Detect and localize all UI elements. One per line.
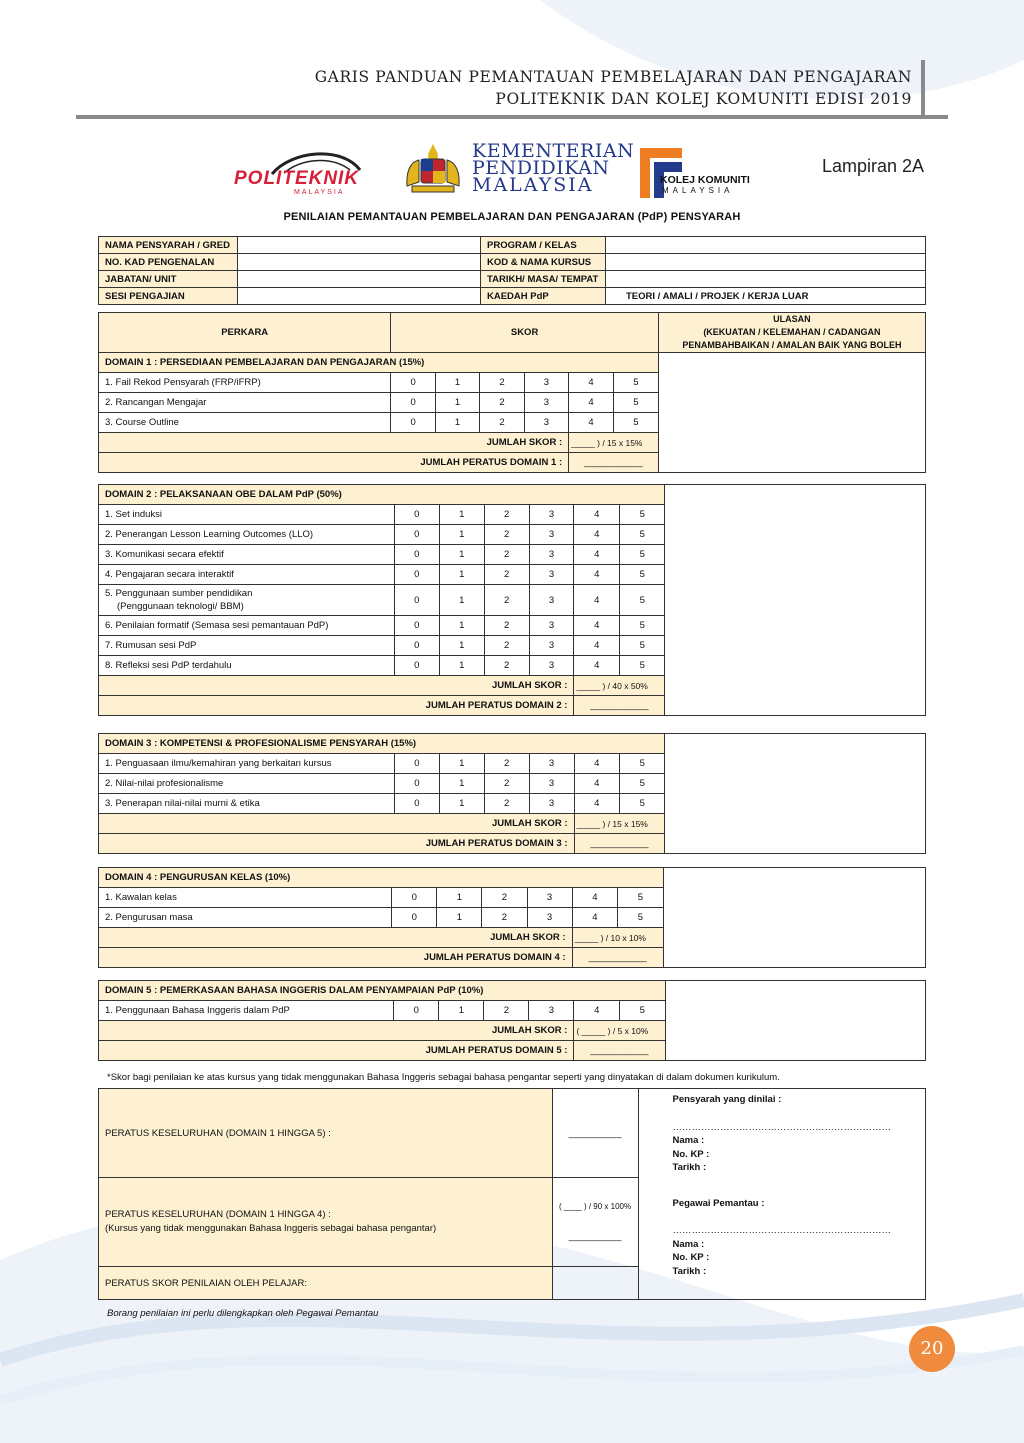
score-option[interactable]: 5 bbox=[619, 565, 665, 585]
score-option[interactable]: 4 bbox=[574, 525, 619, 545]
domain-1-peratus-label: JUMLAH PERATUS DOMAIN 1 : bbox=[99, 453, 569, 473]
score-option[interactable]: 5 bbox=[619, 774, 665, 794]
domain-3-table bbox=[98, 733, 926, 854]
lecturer-info-table bbox=[98, 236, 926, 305]
info-label-sesi: SESI PENGAJIAN bbox=[99, 288, 238, 305]
score-option[interactable]: 1 bbox=[439, 585, 484, 616]
domain-4-peratus-field[interactable]: ___________ bbox=[572, 948, 663, 968]
score-option[interactable]: 2 bbox=[482, 888, 527, 908]
domain-1-item-1: 1. Fail Rekod Pensyarah (FRP/iFRP) bbox=[99, 373, 391, 393]
domain-4-title: DOMAIN 4 : PENGURUSAN KELAS (10%) bbox=[99, 868, 664, 888]
score-option[interactable]: 1 bbox=[435, 393, 479, 413]
score-option[interactable]: 3 bbox=[524, 373, 568, 393]
score-option[interactable]: 5 bbox=[619, 545, 665, 565]
ulasan-line-1: ULASAN bbox=[773, 314, 811, 324]
info-field-jabatan[interactable] bbox=[238, 271, 481, 288]
jumlah-skor-label: JUMLAH SKOR : bbox=[99, 433, 569, 453]
info-label-kad: NO. KAD PENGENALAN bbox=[99, 254, 238, 271]
domain-2-ulasan-field[interactable] bbox=[665, 485, 926, 716]
domain-5-ulasan-field[interactable] bbox=[665, 981, 925, 1061]
domain-3-item-2: 2. Nilai-nilai profesionalisme bbox=[99, 774, 395, 794]
score-option[interactable]: 0 bbox=[394, 565, 439, 585]
score-option[interactable]: 2 bbox=[484, 525, 529, 545]
header-vertical-rule bbox=[921, 60, 925, 118]
domain-2-item-7: 7. Rumusan sesi PdP bbox=[99, 636, 395, 656]
pemantau-nama-label: Nama : bbox=[672, 1238, 705, 1250]
politeknik-wordmark: POLITEKNIK bbox=[234, 168, 360, 189]
domain-2-item-6: 6. Penilaian formatif (Semasa sesi pemantauan PdP) bbox=[99, 616, 395, 636]
domain-5-score-formula[interactable]: ( _____ ) / 5 x 10% bbox=[574, 1021, 665, 1041]
kpm-line-3: MALAYSIA bbox=[472, 174, 594, 196]
overall-1-4-line-1: PERATUS KESELURUHAN (DOMAIN 1 HINGGA 4) : bbox=[105, 1209, 331, 1220]
pemantau-nokp-label: No. KP : bbox=[672, 1252, 710, 1263]
score-option[interactable]: 2 bbox=[484, 616, 529, 636]
politeknik-logo bbox=[232, 148, 384, 198]
pensyarah-nokp-label: No. KP : bbox=[672, 1148, 710, 1160]
pemantau-signature-line[interactable]: …………………………………………………………… bbox=[672, 1225, 891, 1236]
info-label-kaedah: KAEDAH PdP bbox=[481, 288, 606, 305]
score-option[interactable]: 5 bbox=[619, 525, 665, 545]
domain-1-table bbox=[98, 312, 926, 473]
score-option[interactable]: 2 bbox=[484, 565, 529, 585]
pemantau-tarikh-label: Tarikh : bbox=[672, 1265, 707, 1277]
info-field-sesi[interactable] bbox=[238, 288, 481, 305]
domain-2-item-5-line-2: (Penggunaan teknologi/ BBM) bbox=[117, 601, 244, 612]
score-option[interactable]: 4 bbox=[574, 585, 619, 616]
score-option[interactable]: 4 bbox=[572, 888, 618, 908]
score-option[interactable]: 1 bbox=[439, 565, 484, 585]
domain-1-score-formula[interactable]: _____ ) / 15 x 15% bbox=[569, 433, 659, 453]
ulasan-line-2: (KEKUATAN / KELEMAHAN / CADANGAN bbox=[703, 327, 881, 337]
score-option[interactable]: 2 bbox=[484, 1001, 529, 1021]
score-option[interactable]: 2 bbox=[484, 585, 529, 616]
info-label-kod: KOD & NAMA KURSUS bbox=[481, 254, 606, 271]
domain-5-peratus-field[interactable]: ___________ bbox=[574, 1041, 665, 1061]
info-field-program[interactable] bbox=[606, 237, 926, 254]
score-option[interactable]: 2 bbox=[480, 393, 524, 413]
score-option[interactable]: 5 bbox=[619, 1001, 665, 1021]
score-option[interactable]: 0 bbox=[394, 585, 439, 616]
score-option[interactable]: 1 bbox=[439, 794, 484, 814]
domain-5-peratus-label: JUMLAH PERATUS DOMAIN 5 : bbox=[99, 1041, 574, 1061]
column-header-perkara: PERKARA bbox=[99, 313, 391, 353]
score-option[interactable]: 5 bbox=[619, 505, 665, 525]
running-header bbox=[315, 66, 912, 110]
overall-1-5-label: PERATUS KESELURUHAN (DOMAIN 1 HINGGA 5) : bbox=[99, 1089, 553, 1178]
domain-2-item-2: 2. Penerangan Lesson Learning Outcomes (LLO) bbox=[99, 525, 395, 545]
score-option[interactable]: 5 bbox=[619, 616, 665, 636]
info-field-kaedah[interactable]: TEORI / AMALI / PROJEK / KERJA LUAR bbox=[606, 288, 926, 305]
pelajar-score-field[interactable] bbox=[552, 1267, 638, 1300]
domain-2-item-8: 8. Refleksi sesi PdP terdahulu bbox=[99, 656, 395, 676]
domain-2-item-5 bbox=[99, 585, 395, 616]
score-option[interactable]: 5 bbox=[613, 373, 658, 393]
kpm-line-2: PENDIDIKAN bbox=[472, 157, 610, 179]
score-option[interactable]: 4 bbox=[574, 754, 619, 774]
kpm-logo bbox=[472, 140, 635, 196]
score-option[interactable]: 1 bbox=[439, 1001, 484, 1021]
appendix-label: Lampiran 2A bbox=[822, 156, 925, 176]
score-option[interactable]: 1 bbox=[437, 888, 482, 908]
footnote: *Skor bagi penilaian ke atas kursus yang tidak menggunakan Bahasa Inggeris sebagai bahasa pengantar seperti yang dinyatakan di dalam dokumen kurikulum. bbox=[107, 1072, 780, 1083]
score-option[interactable]: 2 bbox=[484, 794, 529, 814]
domain-5-item-1: 1. Penggunaan Bahasa Inggeris dalam PdP bbox=[99, 1001, 394, 1021]
domain-1-item-3: 3. Course Outline bbox=[99, 413, 391, 433]
score-option[interactable]: 4 bbox=[569, 373, 614, 393]
signature-panel bbox=[638, 1089, 926, 1300]
domain-3-score-formula[interactable]: _____ ) / 15 x 15% bbox=[574, 814, 665, 834]
domain-2-table bbox=[98, 484, 926, 716]
pensyarah-tarikh-label: Tarikh : bbox=[672, 1162, 707, 1173]
ulasan-line-3: PENAMBAHBAIKAN / AMALAN BAIK YANG BOLEH bbox=[682, 340, 902, 350]
score-option[interactable]: 0 bbox=[391, 393, 435, 413]
score-option[interactable]: 0 bbox=[394, 794, 439, 814]
score-option[interactable]: 3 bbox=[527, 908, 572, 928]
score-option[interactable]: 5 bbox=[613, 413, 658, 433]
score-option[interactable]: 3 bbox=[524, 413, 568, 433]
score-option[interactable]: 3 bbox=[529, 525, 574, 545]
domain-2-item-4: 4. Pengajaran secara interaktif bbox=[99, 565, 395, 585]
score-option[interactable]: 0 bbox=[392, 888, 437, 908]
overall-1-4-line-2: (Kursus yang tidak menggunakan Bahasa Inggeris sebagai bahasa pengantar) bbox=[105, 1223, 437, 1234]
domain-3-peratus-field[interactable]: ___________ bbox=[574, 834, 665, 854]
score-option[interactable]: 3 bbox=[529, 754, 574, 774]
score-option[interactable]: 2 bbox=[484, 505, 529, 525]
score-option[interactable]: 3 bbox=[529, 545, 574, 565]
domain-1-title: DOMAIN 1 : PERSEDIAAN PEMBELAJARAN DAN PENGAJARAN (15%) bbox=[99, 353, 659, 373]
domain-2-item-5-line-1: 5. Penggunaan sumber pendidikan bbox=[105, 588, 253, 599]
score-option[interactable]: 2 bbox=[480, 413, 524, 433]
domain-3-ulasan-field[interactable] bbox=[665, 734, 926, 854]
domain-3-item-3: 3. Penerapan nilai-nilai murni & etika bbox=[99, 794, 395, 814]
score-option[interactable]: 2 bbox=[484, 656, 529, 676]
score-option[interactable]: 3 bbox=[529, 1001, 574, 1021]
info-field-kad[interactable] bbox=[238, 254, 481, 271]
politeknik-submark: MALAYSIA bbox=[294, 189, 345, 196]
score-option[interactable]: 1 bbox=[439, 545, 484, 565]
pensyarah-signature-line[interactable]: …………………………………………………………… bbox=[672, 1121, 891, 1133]
score-option[interactable]: 3 bbox=[527, 888, 572, 908]
score-option[interactable]: 1 bbox=[439, 636, 484, 656]
score-option[interactable]: 0 bbox=[394, 525, 439, 545]
score-option[interactable]: 5 bbox=[619, 656, 665, 676]
info-label-tarikh: TARIKH/ MASA/ TEMPAT bbox=[481, 271, 606, 288]
score-option[interactable]: 3 bbox=[529, 505, 574, 525]
domain-5-table bbox=[98, 980, 926, 1061]
score-option[interactable]: 1 bbox=[437, 908, 482, 928]
score-option[interactable]: 1 bbox=[435, 373, 479, 393]
domain-4-table bbox=[98, 867, 926, 968]
coat-of-arms-icon bbox=[402, 142, 464, 198]
score-option[interactable]: 1 bbox=[439, 774, 484, 794]
domain-4-peratus-label: JUMLAH PERATUS DOMAIN 4 : bbox=[99, 948, 573, 968]
score-option[interactable]: 0 bbox=[394, 616, 439, 636]
info-field-nama[interactable] bbox=[238, 237, 481, 254]
score-option[interactable]: 3 bbox=[529, 636, 574, 656]
domain-1-peratus-field[interactable]: ___________ bbox=[569, 453, 659, 473]
score-option[interactable]: 4 bbox=[569, 393, 614, 413]
kpm-line-1: KEMENTERIAN bbox=[472, 140, 635, 162]
overall-1-4-field[interactable] bbox=[552, 1178, 638, 1267]
score-option[interactable]: 1 bbox=[439, 754, 484, 774]
info-label-jabatan: JABATAN/ UNIT bbox=[99, 271, 238, 288]
pensyarah-nama-label: Nama : bbox=[672, 1135, 705, 1146]
score-option[interactable]: 3 bbox=[529, 585, 574, 616]
jumlah-skor-label: JUMLAH SKOR : bbox=[99, 814, 575, 834]
kk-line-2: MALAYSIA bbox=[662, 186, 734, 195]
score-option[interactable]: 2 bbox=[482, 908, 527, 928]
score-option[interactable]: 5 bbox=[619, 794, 665, 814]
score-option[interactable]: 0 bbox=[394, 505, 439, 525]
score-option[interactable]: 3 bbox=[529, 565, 574, 585]
domain-4-ulasan-field[interactable] bbox=[663, 868, 925, 968]
score-option[interactable]: 4 bbox=[574, 656, 619, 676]
header-horizontal-rule bbox=[76, 115, 948, 119]
score-option[interactable]: 1 bbox=[439, 525, 484, 545]
score-option[interactable]: 4 bbox=[574, 636, 619, 656]
overall-summary-table bbox=[98, 1088, 926, 1300]
page-number-badge: 20 bbox=[909, 1326, 955, 1372]
score-option[interactable]: 2 bbox=[480, 373, 524, 393]
info-label-program: PROGRAM / KELAS bbox=[481, 237, 606, 254]
score-option[interactable]: 4 bbox=[574, 545, 619, 565]
domain-4-item-2: 2. Pengurusan masa bbox=[99, 908, 392, 928]
score-option[interactable]: 4 bbox=[569, 413, 614, 433]
score-option[interactable]: 0 bbox=[394, 545, 439, 565]
score-option[interactable]: 2 bbox=[484, 636, 529, 656]
score-option[interactable]: 1 bbox=[439, 505, 484, 525]
pensyarah-label: Pensyarah yang dinilai : bbox=[672, 1094, 782, 1105]
score-option[interactable]: 4 bbox=[574, 565, 619, 585]
overall-1-4-formula: ( ____ ) / 90 x 100% bbox=[559, 1202, 632, 1211]
score-option[interactable]: 0 bbox=[391, 373, 435, 393]
info-field-kod[interactable] bbox=[606, 254, 926, 271]
pelajar-score-label: PERATUS SKOR PENILAIAN OLEH PELAJAR: bbox=[99, 1267, 553, 1300]
score-option[interactable]: 4 bbox=[574, 505, 619, 525]
score-option[interactable]: 4 bbox=[572, 908, 618, 928]
score-option[interactable]: 3 bbox=[529, 794, 574, 814]
score-option[interactable]: 5 bbox=[613, 393, 658, 413]
score-option[interactable]: 2 bbox=[484, 754, 529, 774]
domain-1-ulasan-field[interactable] bbox=[658, 353, 925, 473]
pemantau-label: Pegawai Pemantau : bbox=[672, 1197, 765, 1209]
score-option[interactable]: 5 bbox=[619, 636, 665, 656]
score-option[interactable]: 2 bbox=[484, 545, 529, 565]
score-option[interactable]: 4 bbox=[574, 1001, 620, 1021]
header-line-2: POLITEKNIK DAN KOLEJ KOMUNITI EDISI 2019 bbox=[495, 90, 912, 108]
jumlah-skor-label: JUMLAH SKOR : bbox=[99, 676, 574, 696]
domain-2-peratus-label: JUMLAH PERATUS DOMAIN 2 : bbox=[99, 696, 574, 716]
score-option[interactable]: 3 bbox=[529, 774, 574, 794]
form-title: PENILAIAN PEMANTAUAN PEMBELAJARAN DAN PENGAJARAN (PdP) PENSYARAH bbox=[283, 211, 741, 223]
score-option[interactable]: 1 bbox=[439, 616, 484, 636]
score-option[interactable]: 5 bbox=[619, 754, 665, 774]
domain-2-score-formula[interactable]: _____ ) / 40 x 50% bbox=[574, 676, 665, 696]
info-label-nama: NAMA PENSYARAH / GRED bbox=[99, 237, 238, 254]
score-option[interactable]: 5 bbox=[619, 585, 665, 616]
domain-5-title: DOMAIN 5 : PEMERKASAAN BAHASA INGGERIS DALAM PENYAMPAIAN PdP (10%) bbox=[99, 981, 666, 1001]
kolej-komuniti-logo bbox=[640, 148, 760, 200]
score-option[interactable]: 0 bbox=[394, 636, 439, 656]
jumlah-skor-label: JUMLAH SKOR : bbox=[99, 1021, 574, 1041]
score-option[interactable]: 4 bbox=[574, 794, 619, 814]
score-option[interactable]: 3 bbox=[529, 616, 574, 636]
score-option[interactable]: 5 bbox=[618, 908, 664, 928]
score-option[interactable]: 0 bbox=[394, 774, 439, 794]
score-option[interactable]: 0 bbox=[394, 1001, 439, 1021]
form-footer-note: Borang penilaian ini perlu dilengkapkan oleh Pegawai Pemantau bbox=[107, 1308, 379, 1319]
score-option[interactable]: 1 bbox=[439, 656, 484, 676]
header-line-1: GARIS PANDUAN PEMANTAUAN PEMBELAJARAN DAN PENGAJARAN bbox=[314, 68, 912, 86]
score-option[interactable]: 2 bbox=[484, 774, 529, 794]
overall-1-5-field[interactable]: __________ bbox=[552, 1089, 638, 1178]
jumlah-skor-label: JUMLAH SKOR : bbox=[99, 928, 573, 948]
column-header-skor: SKOR bbox=[391, 313, 658, 353]
domain-2-peratus-field[interactable]: ___________ bbox=[574, 696, 665, 716]
score-option[interactable]: 3 bbox=[529, 656, 574, 676]
domain-3-title: DOMAIN 3 : KOMPETENSI & PROFESIONALISME PENSYARAH (15%) bbox=[99, 734, 665, 754]
domain-2-item-3: 3. Komunikasi secara efektif bbox=[99, 545, 395, 565]
score-option[interactable]: 0 bbox=[394, 754, 439, 774]
score-option[interactable]: 0 bbox=[391, 413, 435, 433]
overall-1-4-blank: __________ bbox=[568, 1231, 622, 1242]
domain-4-item-1: 1. Kawalan kelas bbox=[99, 888, 392, 908]
score-option[interactable]: 0 bbox=[394, 656, 439, 676]
score-option[interactable]: 4 bbox=[574, 774, 619, 794]
score-option[interactable]: 1 bbox=[435, 413, 479, 433]
kk-line-1: KOLEJ KOMUNITI bbox=[660, 174, 750, 186]
overall-1-4-label bbox=[99, 1178, 553, 1267]
domain-3-item-1: 1. Penguasaan ilmu/kemahiran yang berkaitan kursus bbox=[99, 754, 395, 774]
score-option[interactable]: 5 bbox=[618, 888, 664, 908]
column-header-ulasan bbox=[658, 313, 925, 353]
domain-3-peratus-label: JUMLAH PERATUS DOMAIN 3 : bbox=[99, 834, 575, 854]
score-option[interactable]: 3 bbox=[524, 393, 568, 413]
domain-1-item-2: 2. Rancangan Mengajar bbox=[99, 393, 391, 413]
domain-2-title: DOMAIN 2 : PELAKSANAAN OBE DALAM PdP (50%) bbox=[99, 485, 665, 505]
domain-2-item-1: 1. Set induksi bbox=[99, 505, 395, 525]
info-field-tarikh[interactable] bbox=[606, 271, 926, 288]
domain-4-score-formula[interactable]: _____ ) / 10 x 10% bbox=[572, 928, 663, 948]
score-option[interactable]: 0 bbox=[392, 908, 437, 928]
score-option[interactable]: 4 bbox=[574, 616, 619, 636]
